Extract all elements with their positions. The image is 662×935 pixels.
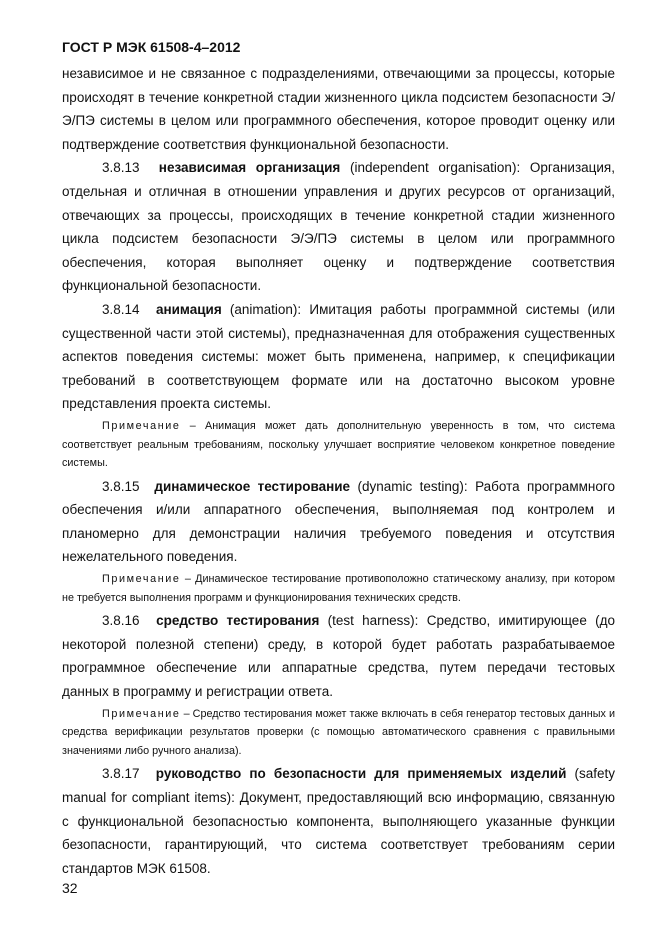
entry-definition: (dynamic testing): Работа программного обеспечения и/или аппаратного обеспечения, выполняемая под контролем и планомерно для демонстрации наличия требуемого поведения и отсутствия нежелательного поведения.: [62, 478, 615, 565]
entry-number: 3.8.16: [102, 613, 140, 629]
note-label: Примечание: [102, 707, 181, 720]
note-text: – Средство тестирования может также включать в себя генератор тестовых данных и средства верификации результатов проверки (с помощью автоматического сравнения с правильными значениями либо ручного анализа).: [62, 707, 615, 757]
entry-definition: (test harness): Средство, имитирующее (до некоторой полезной степени) среду, в которой будет работать разрабатываемое программное обеспечение или аппаратные средства, путем передачи тестовых данных в программу и регистрации ответа.: [62, 613, 615, 700]
entry-definition: (independent organisation): Организация, отдельная и отличная в отношении управления и других ресурсов от организаций, отвечающих за процессы, происходящих в течение конкретной стадии жизненного цикла подсистем безопасности Э/Э/ПЭ системы в целом или программного обеспечения, которая выполняет оценку и подтверждение соответствия функциональной безопасности.: [62, 160, 615, 294]
intro-paragraph: независимое и не связанное с подразделениями, отвечающими за процессы, которые происходят в течение конкретной стадии жизненного цикла подсистем безопасности Э/Э/ПЭ системы в целом или программного обеспечения, которое проводит оценку или подтверждение соответствия функциональной безопасности.: [62, 66, 615, 152]
entry-number: 3.8.14: [102, 301, 140, 317]
entry-definition: (safety manual for compliant items): Документ, предоставляющий всю информацию, связанную с функциональной безопасностью компонента, выполняющего указанные функции безопасности, гарантирующий, что система соответствует требованиям серии стандартов МЭК 61508.: [62, 766, 616, 876]
entry-number: 3.8.15: [102, 478, 140, 494]
entry-number: 3.8.17: [102, 766, 140, 782]
entry-definition: (animation): Имитация работы программной системы (или существенной части этой системы), предназначенная для отображения существенных аспектов поведения системы: может быть применена, например, к спецификации требований в соответствующем формате или на достаточно высоком уровне представления проекта системы.: [62, 301, 615, 412]
entry-3-8-14: [62, 298, 615, 416]
note-label: Примечание: [102, 419, 181, 432]
note-text: – Анимация может дать дополнительную уверенность в том, что система соответствует реальным требованиям, поскольку улучшает восприятие человеком конкретное поведение системы.: [62, 419, 615, 470]
entry-number: 3.8.13: [102, 160, 140, 176]
entry-3-8-17: [62, 762, 615, 880]
entry-3-8-16: [62, 609, 615, 703]
note-3-8-16: [62, 705, 615, 761]
note-text: – Динамическое тестирование противоположно статическому анализу, при котором не требуется выполнения программ и функционирования технических средств.: [62, 573, 615, 604]
standard-header: ГОСТ Р МЭК 61508-4–2012: [62, 39, 241, 55]
entry-term: средство тестирования: [156, 613, 320, 629]
page-content: [62, 62, 615, 880]
note-3-8-14: [62, 417, 615, 473]
entry-3-8-15: [62, 475, 615, 569]
entry-3-8-13: [62, 156, 615, 298]
note-3-8-15: [62, 570, 615, 607]
entry-term: динамическое тестирование: [154, 478, 351, 494]
entry-term: независимая организация: [158, 160, 341, 176]
entry-term: анимация: [155, 301, 222, 317]
note-label: Примечание: [102, 573, 181, 586]
entry-term: руководство по безопасности для применяемых изделий: [155, 766, 567, 782]
page-number: 32: [62, 880, 78, 896]
